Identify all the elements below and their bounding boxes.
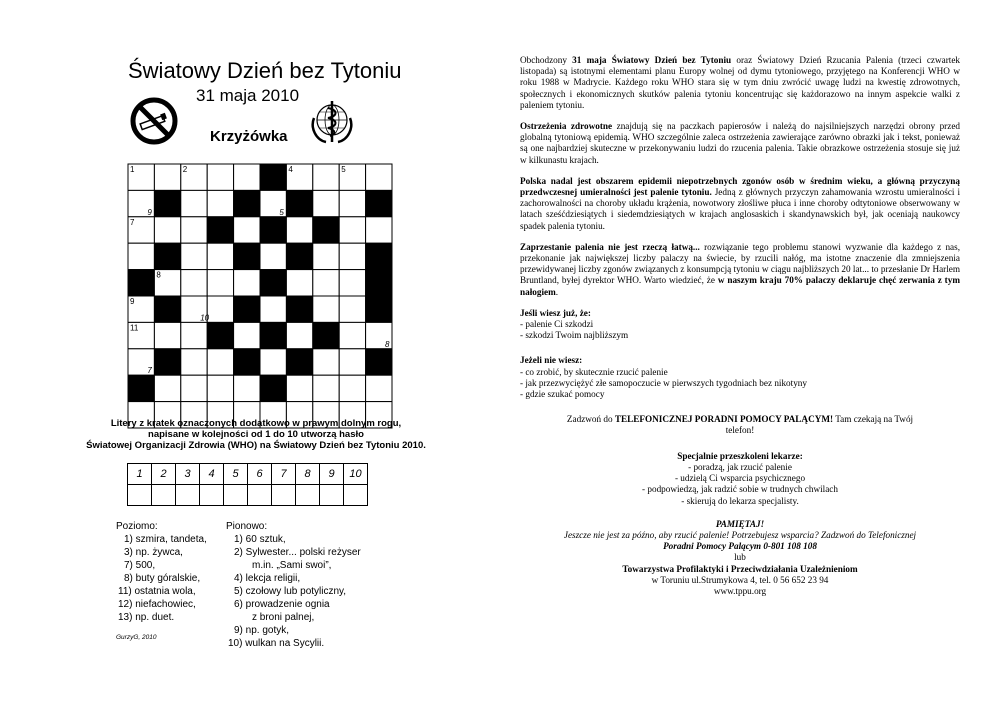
clue-item: 10) wulkan na Sycylii. <box>228 638 325 649</box>
crossword-black-cell <box>366 270 392 296</box>
crossword-cell[interactable] <box>234 375 260 401</box>
crossword-black-cell <box>154 243 180 269</box>
crossword-cell[interactable] <box>181 243 207 269</box>
crossword-cell[interactable] <box>260 243 286 269</box>
or-text: lub <box>734 552 746 563</box>
clue-item: 7) 500, <box>124 560 156 571</box>
crossword-black-cell <box>286 296 312 322</box>
crossword-grid[interactable] <box>127 163 393 434</box>
remember-heading: PAMIĘTAJ! <box>715 518 765 529</box>
crossword-cell[interactable] <box>207 243 233 269</box>
answer-cell-number: 4 <box>200 464 224 485</box>
crossword-cell[interactable] <box>234 322 260 348</box>
crossword-black-cell <box>234 296 260 322</box>
clue-number: 4 <box>226 234 232 244</box>
date-subtitle: 31 maja 2010 <box>196 86 300 105</box>
crossword-cell[interactable] <box>207 164 233 190</box>
clue-number: 7 <box>130 217 135 227</box>
answer-cell-number: 7 <box>272 464 296 485</box>
answer-cell[interactable] <box>272 485 296 506</box>
paragraph-quitting: Zaprzestanie palenia nie jest rzeczą łatwą... rozwiązanie tego problemu stanowi wyzwanie dla każdego z nas, przekonanie jak największej liczby palaczy na świecie, by rzucili nałóg, ma istotne znaczenie dla zmniejszenia przewidywanej liczby zgonów związanych z konsumpcją tytoniu w ciągu najbliższych 20 lat... to przesłanie Dr Harlem Bruntland, byłej dyrektor WHO. Warto wiedzieć, że w naszym kraju 70% palaczy deklaruje chęć zerwania z tym nałogiem. <box>520 241 960 297</box>
instruction-line: napisane w kolejności od 1 do 10 utworzą hasło <box>148 429 364 440</box>
crossword-cell[interactable] <box>286 217 312 243</box>
clue-number: 12 <box>130 376 139 386</box>
crossword-cell[interactable] <box>339 322 365 348</box>
clue-number: 1 <box>130 165 135 174</box>
answer-cell[interactable] <box>344 485 368 506</box>
remember-block <box>520 519 960 597</box>
crossword-cell[interactable] <box>207 270 233 296</box>
clue-item: 3) np. żywca, <box>124 547 183 558</box>
list-item: - gdzie szukać pomocy <box>520 389 605 400</box>
crossword-cell[interactable] <box>313 270 339 296</box>
crossword-cell[interactable] <box>181 375 207 401</box>
clue-item: 1) 60 sztuk, <box>234 534 286 545</box>
clue-number: 9 <box>130 297 135 306</box>
crossword-cell[interactable] <box>366 217 392 243</box>
call-to-action: Zadzwoń do TELEFONICZNEJ PORADNI POMOCY PALĄCYM! Tam czekają na Twój telefon! <box>566 414 914 436</box>
crossword-cell[interactable] <box>207 296 233 322</box>
paragraph-warnings: Ostrzeżenia zdrowotne znajdują się na paczkach papierosów i należą do najsilniejszych narzędzi obrony przed globalną tytoniową epidemią. WHO szczególnie zaleca ostrzeżenia zawierające zarówno obrazki jak i tekst, ponieważ są one najbardziej skuteczne w przekonywaniu ludzi do rzucenia palenia. Takie obrazkowe ostrzeżenia stosuje się już w kilkunastu krajach. <box>520 121 960 165</box>
clue-item: 1) szmira, tandeta, <box>124 534 207 545</box>
clue-number: 6 <box>253 191 258 201</box>
answer-cell[interactable] <box>296 485 320 506</box>
crossword-cell[interactable] <box>339 270 365 296</box>
list-item: - skierują do lekarza specjalisty. <box>681 495 799 506</box>
clue-item: 6) prowadzenie ognia <box>234 599 330 610</box>
crossword-cell[interactable] <box>366 164 392 190</box>
answer-cell[interactable] <box>320 485 344 506</box>
organization-address: w Toruniu ul.Strumykowa 4, tel. 0 56 652 23 94 <box>651 574 829 585</box>
answer-cell[interactable] <box>128 485 152 506</box>
page-title: Światowy Dzień bez Tytoniu <box>128 58 402 83</box>
crossword-black-cell <box>260 217 286 243</box>
clue-number: 2 <box>182 165 188 174</box>
clue-item: 13) np. duet. <box>118 612 175 623</box>
clue-number: 10 <box>367 297 377 306</box>
crossword-cell[interactable] <box>286 375 312 401</box>
clue-number: 9 <box>147 207 152 217</box>
crossword-cell[interactable] <box>339 296 365 322</box>
crossword-black-cell <box>313 217 339 243</box>
crossword-cell[interactable] <box>154 164 180 190</box>
clue-number: 1 <box>279 287 284 296</box>
password-instructions <box>86 418 426 451</box>
answer-cell-number: 8 <box>296 464 320 485</box>
crossword-cell[interactable] <box>154 375 180 401</box>
instruction-line: Litery z kratek oznaczonych dodatkowo w prawym dolnym rogu, <box>110 418 402 429</box>
clue-number: 3 <box>305 260 311 270</box>
answer-cell[interactable] <box>200 485 224 506</box>
list-item: - palenie Ci szkodzi <box>520 319 594 330</box>
crossword-cell[interactable] <box>154 322 180 348</box>
crossword-cell[interactable] <box>339 190 365 216</box>
answer-cell-number: 10 <box>344 464 368 485</box>
answer-cell-number: 3 <box>176 464 200 485</box>
list-item: - co zrobić, by skutecznie rzucić palenie <box>520 366 668 377</box>
doctors-title: Specjalnie przeszkoleni lekarze: <box>677 450 803 461</box>
list-item: - udzielą Ci wsparcia psychicznego <box>674 473 806 484</box>
clue-number: 5 <box>341 165 346 174</box>
across-clues: Poziomo: 1) szmira, tandeta, 3) np. żywca, 7) 500, 8) buty góralskie, 11) ostatnia wola, 12) niefachowiec, 13) np. duet. <box>116 521 207 623</box>
hotline-number: Poradni Pomocy Palącym 0-801 108 108 <box>663 541 817 552</box>
if-you-know-title: Jeśli wiesz już, że: <box>520 307 591 318</box>
crossword-heading: Krzyżówka <box>210 128 288 145</box>
crossword-cell[interactable] <box>313 296 339 322</box>
doctors-block <box>520 451 960 507</box>
crossword-cell[interactable] <box>207 190 233 216</box>
clue-item: 8) buty góralskie, <box>124 573 201 584</box>
list-item: - szkodzi Twoim najbliższym <box>520 330 629 341</box>
down-title: Pionowo <box>226 521 265 532</box>
crossword-cell[interactable] <box>128 243 154 269</box>
crossword-cell[interactable] <box>181 322 207 348</box>
answer-cell-number: 2 <box>152 464 176 485</box>
clue-item: m.in. „Sami swoi”, <box>252 560 332 571</box>
clue-number: 6 <box>226 339 232 349</box>
crossword-cell[interactable] <box>234 164 260 190</box>
answer-cell-number: 5 <box>224 464 248 485</box>
crossword-cell[interactable] <box>260 349 286 375</box>
crossword-black-cell <box>154 296 180 322</box>
crossword-black-cell <box>234 349 260 375</box>
clue-item: 2) Sylwester... polski reżyser <box>234 547 361 558</box>
answer-cell[interactable] <box>224 485 248 506</box>
crossword-black-cell <box>154 349 180 375</box>
organization-name: Towarzystwa Profilaktyki i Przeciwdziałania Uzależnieniom <box>622 563 858 574</box>
list-item: - poradzą, jak rzucić palenie <box>688 461 792 472</box>
who-emblem-icon <box>308 96 356 148</box>
down-clues: Pionowo: 1) 60 sztuk, 2) Sylwester... polski reżyser m.in. „Sami swoi”, 4) lekcja religii, 5) czołowy lub potyliczny, 6) prowadzenie ognia z broni palnej, 9) np. gotyk, 10) wulkan na Sycylii. <box>226 521 361 649</box>
clue-number: 10 <box>200 313 210 323</box>
info-page <box>520 55 960 597</box>
crossword-cell[interactable] <box>207 349 233 375</box>
answer-cell-number: 9 <box>320 464 344 485</box>
clue-number: 3 <box>279 165 284 174</box>
clue-item: z broni palnej, <box>252 612 315 623</box>
crossword-cell[interactable] <box>313 349 339 375</box>
crossword-cell[interactable] <box>339 375 365 401</box>
instruction-line: Światowej Organizacji Zdrowia (WHO) na Światowy Dzień bez Tytoniu 2010. <box>86 440 426 451</box>
crossword-cell[interactable] <box>313 190 339 216</box>
clue-number: 5 <box>279 207 284 217</box>
crossword-black-cell <box>234 243 260 269</box>
crossword-black-cell <box>154 190 180 216</box>
crossword-cell[interactable] <box>366 375 392 401</box>
website-link[interactable]: www.tppu.org <box>713 585 767 596</box>
crossword-black-cell <box>366 349 392 375</box>
clue-item: 11) ostatnia wola, <box>118 586 196 597</box>
answer-cell-number: 1 <box>128 464 152 485</box>
list-item: - podpowiedzą, jak radzić sobie w trudnych chwilach <box>642 484 838 495</box>
crossword-cell[interactable] <box>234 217 260 243</box>
crossword-cell[interactable] <box>181 190 207 216</box>
crossword-black-cell <box>313 322 339 348</box>
across-title: Poziomo <box>116 521 155 532</box>
crossword-cell[interactable] <box>286 322 312 348</box>
paragraph-intro: Obchodzony 31 maja Światowy Dzień bez Tytoniu oraz Światowy Dzień Rzucania Palenia (trzeci czwartek listopada) są istotnymi elementami planu Europy wolnej od dymu tytoniowego, przyjętego na Konferencji WHO w roku 1988 w Madrycie. Każdego roku WHO stara się w tym dniu zwrócić uwagę ludzi na kwestię zdrowotnych, społecznych i ekonomicznych skutków palenia tytoniu koncentrując się każdorazowo na innym aspekcie walki z paleniem tytoniu. <box>520 55 960 110</box>
remember-line: Jeszcze nie jest za późno, aby rzucić palenie! Potrzebujesz wsparcia? Zadzwoń do Telefonicznej <box>563 529 917 540</box>
crossword-cell[interactable] <box>181 270 207 296</box>
paragraph-poland: Polska nadal jest obszarem epidemii niepotrzebnych zgonów osób w średnim wieku, a główną przyczyną przedwczesnej umieralności jest palenie tytoniu. Jedną z głównych przyczyn zahamowania wzrostu umieralności i zachorowalności na choroby układu krążenia, nowotwory złośliwe płuca i inne choroby odtytoniowe obserwowany w latach sześćdziesiątych i siedemdziesiątych w krajach anglosaskich i skandynawskich był, jak oceniają naukowcy spadek palenia tytoniu. <box>520 175 960 231</box>
if-you-dont-know-list <box>520 355 960 400</box>
crossword-cell[interactable] <box>339 243 365 269</box>
answer-cell-number: 6 <box>248 464 272 485</box>
clue-number: 2 <box>385 207 390 217</box>
crossword-cell[interactable] <box>234 270 260 296</box>
crossword-black-cell <box>128 270 154 296</box>
crossword-black-cell <box>366 243 392 269</box>
password-answer-table <box>127 463 368 506</box>
clue-number: 8 <box>156 270 161 280</box>
clue-number: 4 <box>288 165 293 174</box>
crossword-black-cell <box>286 349 312 375</box>
no-smoking-icon <box>129 96 179 146</box>
crossword-cell[interactable] <box>260 296 286 322</box>
if-you-dont-know-title: Jeżeli nie wiesz: <box>520 355 583 366</box>
clue-number: 13 <box>262 376 271 386</box>
clue-item: 12) niefachowiec, <box>118 599 196 610</box>
clue-item: 4) lekcja religii, <box>234 573 301 584</box>
crossword-black-cell <box>260 322 286 348</box>
clue-number: 7 <box>147 366 152 376</box>
crossword-svg <box>127 163 393 429</box>
answer-cell[interactable] <box>248 485 272 506</box>
clue-item: 5) czołowy lub potyliczny, <box>234 586 347 597</box>
crossword-cell[interactable] <box>339 349 365 375</box>
crossword-cell[interactable] <box>181 217 207 243</box>
crossword-cell[interactable] <box>313 375 339 401</box>
list-item: - jak przezwyciężyć złe samopoczucie w pierwszych tygodniach bez nikotyny <box>520 377 807 388</box>
crossword-black-cell <box>286 190 312 216</box>
clue-number: 11 <box>130 323 139 333</box>
crossword-cell[interactable] <box>154 217 180 243</box>
crossword-cell[interactable] <box>181 349 207 375</box>
crossword-cell[interactable] <box>313 164 339 190</box>
crossword-cell[interactable] <box>339 217 365 243</box>
answer-cell[interactable] <box>152 485 176 506</box>
crossword-cell[interactable] <box>286 270 312 296</box>
clue-number: 8 <box>385 339 390 349</box>
author-credit: GurzyG, 2010 <box>116 634 157 641</box>
if-you-know-list <box>520 308 960 342</box>
crossword-cell[interactable] <box>313 243 339 269</box>
answer-cell[interactable] <box>176 485 200 506</box>
clue-item: 9) np. gotyk, <box>234 625 290 636</box>
crossword-cell[interactable] <box>207 375 233 401</box>
